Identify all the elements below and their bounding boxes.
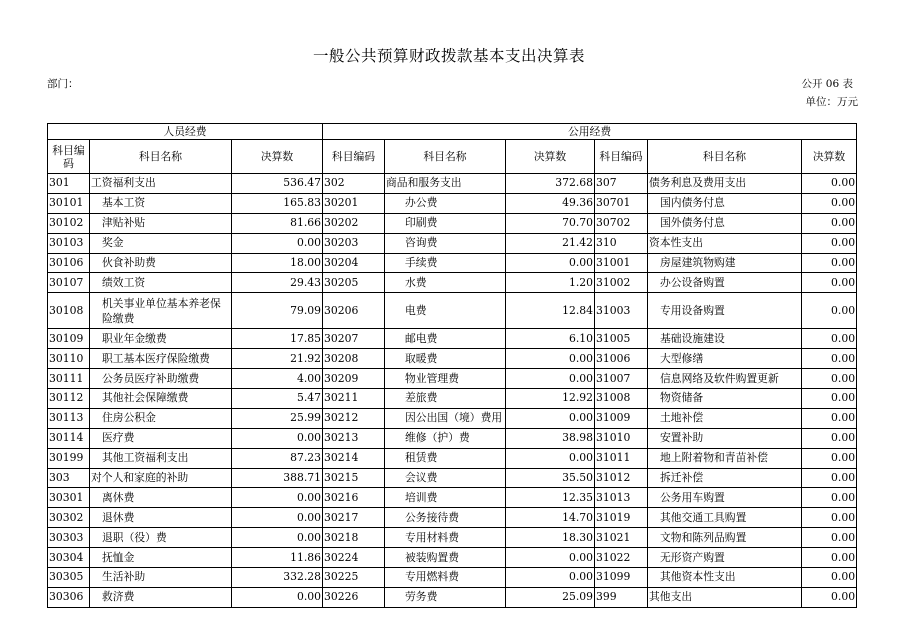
code-cell: 30101 [48, 193, 90, 213]
amount-cell: 0.00 [232, 488, 323, 508]
unit-label: 单位：万元 [805, 96, 858, 108]
name-cell: 工资福利支出 [90, 174, 232, 194]
amount-cell: 4.00 [232, 369, 323, 389]
amount-cell: 25.99 [232, 408, 323, 428]
table-row [48, 369, 857, 389]
name-cell: 职业年金缴费 [90, 329, 232, 349]
code-cell: 301 [48, 174, 90, 194]
table-row [48, 568, 857, 588]
name-cell: 地上附着物和青苗补偿 [648, 448, 802, 468]
name-cell: 机关事业单位基本养老保险缴费 [90, 293, 232, 329]
code-cell: 31006 [595, 349, 648, 369]
code-cell: 399 [595, 587, 648, 607]
name-cell: 公务接待费 [385, 508, 506, 528]
amount-cell: 29.43 [232, 273, 323, 293]
amount-cell: 12.35 [506, 488, 595, 508]
name-cell: 电费 [385, 293, 506, 329]
amount-cell: 79.09 [232, 293, 323, 329]
name-cell: 被装购置费 [385, 548, 506, 568]
amount-cell: 0.00 [232, 428, 323, 448]
code-cell: 30226 [323, 587, 385, 607]
code-cell: 30109 [48, 329, 90, 349]
department-label: 部门： [47, 78, 79, 90]
code-cell: 30206 [323, 293, 385, 329]
name-cell: 手续费 [385, 253, 506, 273]
name-cell: 因公出国（境）费用 [385, 408, 506, 428]
amount-cell: 0.00 [506, 253, 595, 273]
table-row [48, 329, 857, 349]
amount-cell: 70.70 [506, 213, 595, 233]
name-cell: 土地补偿 [648, 408, 802, 428]
code-cell: 31010 [595, 428, 648, 448]
name-cell: 专用燃料费 [385, 568, 506, 588]
code-cell: 30199 [48, 448, 90, 468]
table-row [48, 233, 857, 253]
amount-cell: 165.83 [232, 193, 323, 213]
name-cell: 国外债务付息 [648, 213, 802, 233]
header-name: 科目名称 [385, 140, 506, 174]
name-cell: 办公设备购置 [648, 273, 802, 293]
name-cell: 退职（役）费 [90, 528, 232, 548]
name-cell: 国内债务付息 [648, 193, 802, 213]
name-cell: 其他资本性支出 [648, 568, 802, 588]
amount-cell: 0.00 [506, 448, 595, 468]
table-row [48, 293, 857, 329]
name-cell: 会议费 [385, 468, 506, 488]
code-cell: 30107 [48, 273, 90, 293]
code-cell: 30204 [323, 253, 385, 273]
table-row [48, 448, 857, 468]
name-cell: 无形资产购置 [648, 548, 802, 568]
amount-cell: 0.00 [802, 273, 857, 293]
code-cell: 31005 [595, 329, 648, 349]
code-cell: 30207 [323, 329, 385, 349]
code-cell: 30213 [323, 428, 385, 448]
amount-cell: 0.00 [506, 349, 595, 369]
amount-cell: 12.92 [506, 389, 595, 409]
amount-cell: 332.28 [232, 568, 323, 588]
amount-cell: 0.00 [802, 568, 857, 588]
amount-cell: 0.00 [802, 488, 857, 508]
code-cell: 30106 [48, 253, 90, 273]
name-cell: 离休费 [90, 488, 232, 508]
code-cell: 31021 [595, 528, 648, 548]
amount-cell: 0.00 [802, 389, 857, 409]
amount-cell: 0.00 [802, 174, 857, 194]
amount-cell: 0.00 [506, 408, 595, 428]
code-cell: 310 [595, 233, 648, 253]
code-cell: 31009 [595, 408, 648, 428]
amount-cell: 388.71 [232, 468, 323, 488]
amount-cell: 0.00 [506, 568, 595, 588]
name-cell: 邮电费 [385, 329, 506, 349]
amount-cell: 0.00 [802, 349, 857, 369]
name-cell: 伙食补助费 [90, 253, 232, 273]
amount-cell: 0.00 [802, 548, 857, 568]
name-cell: 其他支出 [648, 587, 802, 607]
name-cell: 维修（护）费 [385, 428, 506, 448]
name-cell: 安置补助 [648, 428, 802, 448]
code-cell: 31012 [595, 468, 648, 488]
code-cell: 307 [595, 174, 648, 194]
code-cell: 30224 [323, 548, 385, 568]
form-number: 公开 06 表 [801, 78, 853, 90]
code-cell: 30111 [48, 369, 90, 389]
code-cell: 303 [48, 468, 90, 488]
name-cell: 专用材料费 [385, 528, 506, 548]
amount-cell: 21.92 [232, 349, 323, 369]
amount-cell: 6.10 [506, 329, 595, 349]
amount-cell: 0.00 [802, 508, 857, 528]
table-row [48, 253, 857, 273]
amount-cell: 1.20 [506, 273, 595, 293]
amount-cell: 49.36 [506, 193, 595, 213]
name-cell: 差旅费 [385, 389, 506, 409]
name-cell: 专用设备购置 [648, 293, 802, 329]
name-cell: 其他社会保障缴费 [90, 389, 232, 409]
amount-cell: 18.30 [506, 528, 595, 548]
amount-cell: 87.23 [232, 448, 323, 468]
code-cell: 31022 [595, 548, 648, 568]
name-cell: 培训费 [385, 488, 506, 508]
code-cell: 30201 [323, 193, 385, 213]
name-cell: 租赁费 [385, 448, 506, 468]
code-cell: 30305 [48, 568, 90, 588]
name-cell: 文物和陈列品购置 [648, 528, 802, 548]
code-cell: 30108 [48, 293, 90, 329]
amount-cell: 11.86 [232, 548, 323, 568]
amount-cell: 0.00 [506, 548, 595, 568]
name-cell: 津贴补贴 [90, 213, 232, 233]
name-cell: 救济费 [90, 587, 232, 607]
amount-cell: 0.00 [232, 508, 323, 528]
table-row [48, 468, 857, 488]
name-cell: 拆迁补偿 [648, 468, 802, 488]
header-code: 科目编码 [595, 140, 648, 174]
name-cell: 物资储备 [648, 389, 802, 409]
code-cell: 30211 [323, 389, 385, 409]
code-cell: 31001 [595, 253, 648, 273]
code-cell: 302 [323, 174, 385, 194]
table-row [48, 273, 857, 293]
code-cell: 30203 [323, 233, 385, 253]
code-cell: 30205 [323, 273, 385, 293]
amount-cell: 0.00 [802, 213, 857, 233]
name-cell: 办公费 [385, 193, 506, 213]
amount-cell: 81.66 [232, 213, 323, 233]
name-cell: 退休费 [90, 508, 232, 528]
header-amount: 决算数 [232, 140, 323, 174]
table-row [48, 587, 857, 607]
name-cell: 住房公积金 [90, 408, 232, 428]
code-cell: 30702 [595, 213, 648, 233]
name-cell: 水费 [385, 273, 506, 293]
code-cell: 30303 [48, 528, 90, 548]
amount-cell: 0.00 [802, 193, 857, 213]
code-cell: 31099 [595, 568, 648, 588]
amount-cell: 0.00 [802, 233, 857, 253]
name-cell: 印刷费 [385, 213, 506, 233]
table-row [48, 389, 857, 409]
header-amount: 决算数 [506, 140, 595, 174]
code-cell: 31011 [595, 448, 648, 468]
amount-cell: 35.50 [506, 468, 595, 488]
table-row [48, 548, 857, 568]
name-cell: 房屋建筑物购建 [648, 253, 802, 273]
code-cell: 30112 [48, 389, 90, 409]
amount-cell: 0.00 [232, 587, 323, 607]
expenditure-table [47, 123, 857, 608]
amount-cell: 0.00 [802, 369, 857, 389]
amount-cell: 0.00 [232, 528, 323, 548]
amount-cell: 0.00 [506, 369, 595, 389]
group-header-public: 公用经费 [323, 124, 857, 140]
amount-cell: 17.85 [232, 329, 323, 349]
name-cell: 基础设施建设 [648, 329, 802, 349]
name-cell: 其他交通工具购置 [648, 508, 802, 528]
name-cell: 奖金 [90, 233, 232, 253]
name-cell: 生活补助 [90, 568, 232, 588]
code-cell: 30114 [48, 428, 90, 448]
code-cell: 30110 [48, 349, 90, 369]
table-row [48, 213, 857, 233]
amount-cell: 38.98 [506, 428, 595, 448]
name-cell: 商品和服务支出 [385, 174, 506, 194]
amount-cell: 0.00 [802, 329, 857, 349]
code-cell: 30301 [48, 488, 90, 508]
name-cell: 大型修缮 [648, 349, 802, 369]
header-name: 科目名称 [90, 140, 232, 174]
table-row [48, 508, 857, 528]
table-row [48, 349, 857, 369]
code-cell: 30306 [48, 587, 90, 607]
table-row [48, 488, 857, 508]
code-cell: 30701 [595, 193, 648, 213]
name-cell: 物业管理费 [385, 369, 506, 389]
name-cell: 公务用车购置 [648, 488, 802, 508]
code-cell: 30202 [323, 213, 385, 233]
name-cell: 债务利息及费用支出 [648, 174, 802, 194]
code-cell: 31008 [595, 389, 648, 409]
amount-cell: 536.47 [232, 174, 323, 194]
code-cell: 31019 [595, 508, 648, 528]
amount-cell: 25.09 [506, 587, 595, 607]
group-header-personnel: 人员经费 [48, 124, 323, 140]
code-cell: 30102 [48, 213, 90, 233]
name-cell: 公务员医疗补助缴费 [90, 369, 232, 389]
amount-cell: 372.68 [506, 174, 595, 194]
name-cell: 咨询费 [385, 233, 506, 253]
table-row [48, 174, 857, 194]
amount-cell: 0.00 [802, 408, 857, 428]
amount-cell: 5.47 [232, 389, 323, 409]
name-cell: 取暖费 [385, 349, 506, 369]
code-cell: 30215 [323, 468, 385, 488]
amount-cell: 0.00 [802, 528, 857, 548]
code-cell: 30208 [323, 349, 385, 369]
name-cell: 职工基本医疗保险缴费 [90, 349, 232, 369]
header-code: 科目编码 [48, 140, 90, 174]
amount-cell: 0.00 [802, 587, 857, 607]
code-cell: 30218 [323, 528, 385, 548]
table-row [48, 193, 857, 213]
name-cell: 信息网络及软件购置更新 [648, 369, 802, 389]
code-cell: 30225 [323, 568, 385, 588]
code-cell: 30113 [48, 408, 90, 428]
code-cell: 31007 [595, 369, 648, 389]
amount-cell: 0.00 [802, 448, 857, 468]
amount-cell: 21.42 [506, 233, 595, 253]
table-row [48, 428, 857, 448]
code-cell: 31013 [595, 488, 648, 508]
table-row [48, 408, 857, 428]
code-cell: 30212 [323, 408, 385, 428]
amount-cell: 0.00 [802, 293, 857, 329]
code-cell: 30302 [48, 508, 90, 528]
name-cell: 基本工资 [90, 193, 232, 213]
code-cell: 30209 [323, 369, 385, 389]
header-name: 科目名称 [648, 140, 802, 174]
name-cell: 绩效工资 [90, 273, 232, 293]
header-code: 科目编码 [323, 140, 385, 174]
page-title: 一般公共预算财政拨款基本支出决算表 [312, 47, 585, 65]
code-cell: 30214 [323, 448, 385, 468]
amount-cell: 0.00 [802, 468, 857, 488]
name-cell: 其他工资福利支出 [90, 448, 232, 468]
name-cell: 医疗费 [90, 428, 232, 448]
header-amount: 决算数 [802, 140, 857, 174]
amount-cell: 18.00 [232, 253, 323, 273]
name-cell: 资本性支出 [648, 233, 802, 253]
code-cell: 30103 [48, 233, 90, 253]
name-cell: 劳务费 [385, 587, 506, 607]
name-cell: 对个人和家庭的补助 [90, 468, 232, 488]
code-cell: 30216 [323, 488, 385, 508]
amount-cell: 14.70 [506, 508, 595, 528]
amount-cell: 0.00 [232, 233, 323, 253]
code-cell: 30304 [48, 548, 90, 568]
code-cell: 31002 [595, 273, 648, 293]
amount-cell: 0.00 [802, 253, 857, 273]
amount-cell: 12.84 [506, 293, 595, 329]
name-cell: 抚恤金 [90, 548, 232, 568]
code-cell: 30217 [323, 508, 385, 528]
table-row [48, 528, 857, 548]
code-cell: 31003 [595, 293, 648, 329]
amount-cell: 0.00 [802, 428, 857, 448]
